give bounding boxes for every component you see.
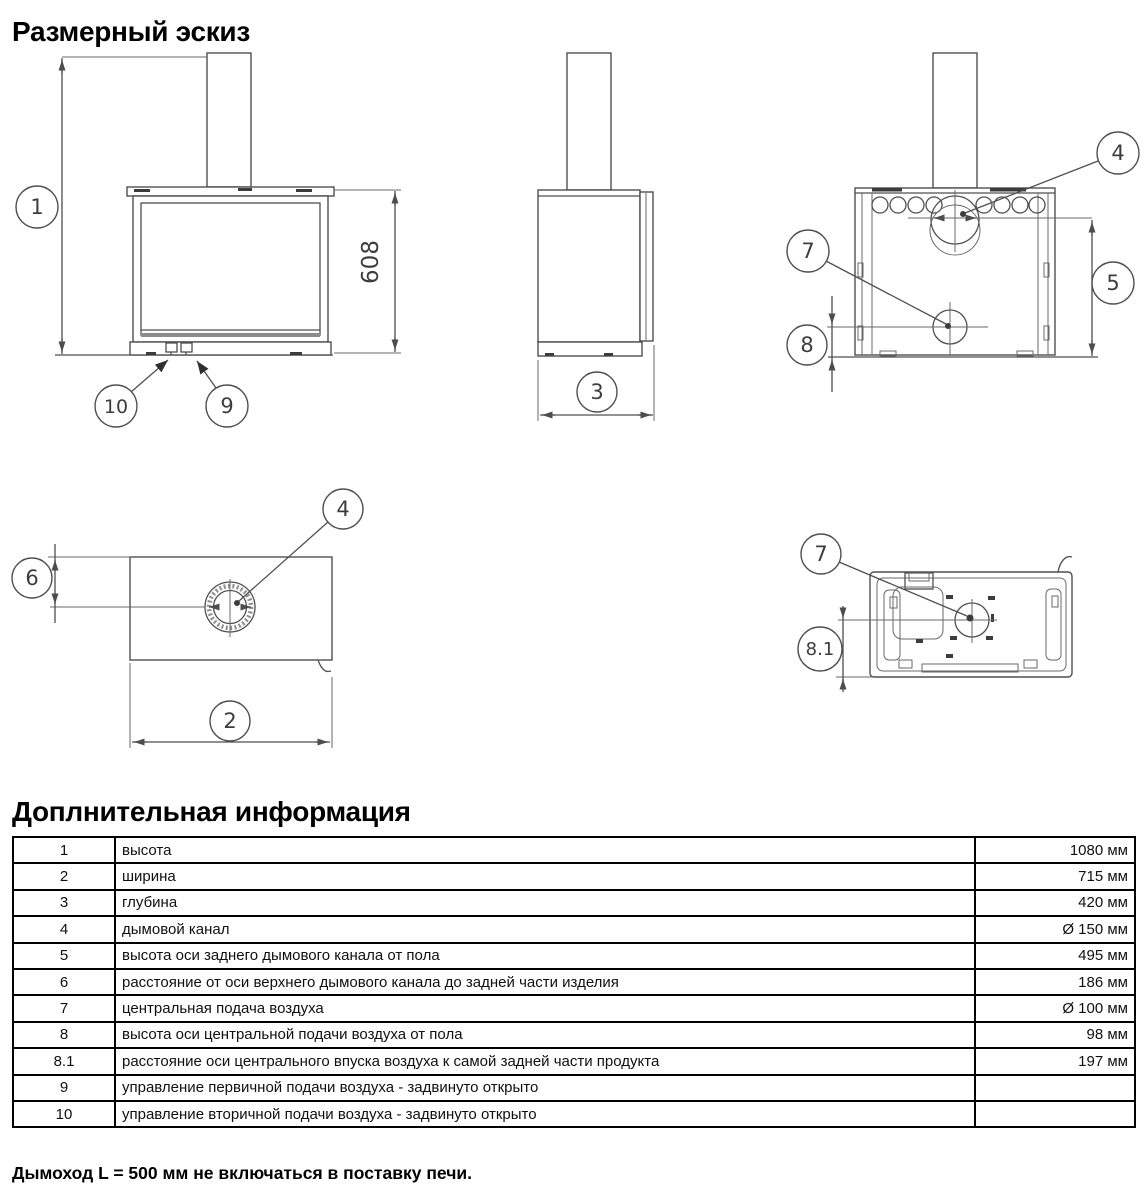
row-number: 5 — [13, 943, 115, 969]
callout-2 — [210, 701, 250, 741]
row-number: 2 — [13, 863, 115, 889]
svg-text:5: 5 — [1106, 271, 1120, 295]
row-description: управление первичной подачи воздуха - задвинуто открыто — [115, 1075, 975, 1101]
side-view — [538, 53, 654, 421]
row-value: Ø 150 мм — [975, 916, 1135, 942]
row-description: высота — [115, 837, 975, 863]
callout-8 — [787, 325, 827, 365]
row-number: 7 — [13, 995, 115, 1021]
table-row — [13, 995, 1135, 1021]
table-row — [13, 1022, 1135, 1048]
callout-6 — [12, 558, 52, 598]
row-value: 197 мм — [975, 1048, 1135, 1074]
row-description: расстояние оси центрального впуска воздуха к самой задней части продукта — [115, 1048, 975, 1074]
row-number: 1 — [13, 837, 115, 863]
table-row — [13, 863, 1135, 889]
callout-5 — [1092, 262, 1134, 304]
row-description: ширина — [115, 863, 975, 889]
dim-608-label: 608 — [358, 240, 384, 284]
row-number: 3 — [13, 890, 115, 916]
callout-4-back — [1097, 132, 1139, 174]
table-row — [13, 837, 1135, 863]
callout-1 — [16, 186, 58, 228]
row-description: глубина — [115, 890, 975, 916]
handle-hook — [1058, 557, 1072, 572]
svg-text:9: 9 — [220, 394, 234, 418]
callout-10 — [95, 385, 137, 427]
table-row — [13, 1048, 1135, 1074]
row-number: 8 — [13, 1022, 115, 1048]
back-view — [787, 53, 1139, 392]
top-view — [12, 489, 363, 748]
row-number: 9 — [13, 1075, 115, 1101]
row-value: 715 мм — [975, 863, 1135, 889]
row-number: 10 — [13, 1101, 115, 1127]
row-value: 1080 мм — [975, 837, 1135, 863]
row-description: высота оси заднего дымового канала от пола — [115, 943, 975, 969]
table-row — [13, 916, 1135, 942]
chimney-footnote: Дымоход L = 500 мм не включаться в поставку печи. — [12, 1163, 472, 1183]
row-number: 4 — [13, 916, 115, 942]
svg-text:1: 1 — [30, 195, 44, 219]
svg-text:4: 4 — [336, 497, 350, 521]
callout-7-bottom — [801, 534, 841, 574]
row-value — [975, 1101, 1135, 1127]
callout-3 — [577, 372, 617, 412]
table-row — [13, 1075, 1135, 1101]
row-description: управление вторичной подачи воздуха - задвинуто открыто — [115, 1101, 975, 1127]
row-value: 420 мм — [975, 890, 1135, 916]
row-value: 98 мм — [975, 1022, 1135, 1048]
row-description: центральная подача воздуха — [115, 995, 975, 1021]
row-value: 495 мм — [975, 943, 1135, 969]
svg-text:7: 7 — [801, 239, 815, 263]
svg-text:8.1: 8.1 — [805, 639, 835, 660]
row-value — [975, 1075, 1135, 1101]
info-section-title: Доплнительная информация — [12, 796, 411, 827]
callout-8-1 — [798, 627, 842, 671]
row-description: расстояние от оси верхнего дымового канала до задней части изделия — [115, 969, 975, 995]
row-value: 186 мм — [975, 969, 1135, 995]
table-row — [13, 1101, 1135, 1127]
table-row — [13, 890, 1135, 916]
svg-text:4: 4 — [1111, 141, 1125, 165]
row-value: Ø 100 мм — [975, 995, 1135, 1021]
row-description: дымовой канал — [115, 916, 975, 942]
svg-text:2: 2 — [223, 709, 237, 733]
row-number: 8.1 — [13, 1048, 115, 1074]
table-row — [13, 969, 1135, 995]
callout-7-back — [787, 230, 829, 272]
svg-text:3: 3 — [590, 380, 604, 404]
svg-text:8: 8 — [800, 333, 814, 357]
callout-4-top — [323, 489, 363, 529]
row-description: высота оси центральной подачи воздуха от пола — [115, 1022, 975, 1048]
door-handle — [318, 660, 331, 672]
info-table — [12, 836, 1136, 1128]
svg-text:6: 6 — [25, 566, 39, 590]
row-number: 6 — [13, 969, 115, 995]
bottom-view — [798, 534, 1072, 692]
front-view — [16, 53, 401, 427]
svg-text:10: 10 — [103, 396, 129, 418]
callout-9 — [206, 385, 248, 427]
table-row — [13, 943, 1135, 969]
svg-text:7: 7 — [814, 542, 828, 566]
page-title: Размерный эскиз — [12, 16, 250, 47]
